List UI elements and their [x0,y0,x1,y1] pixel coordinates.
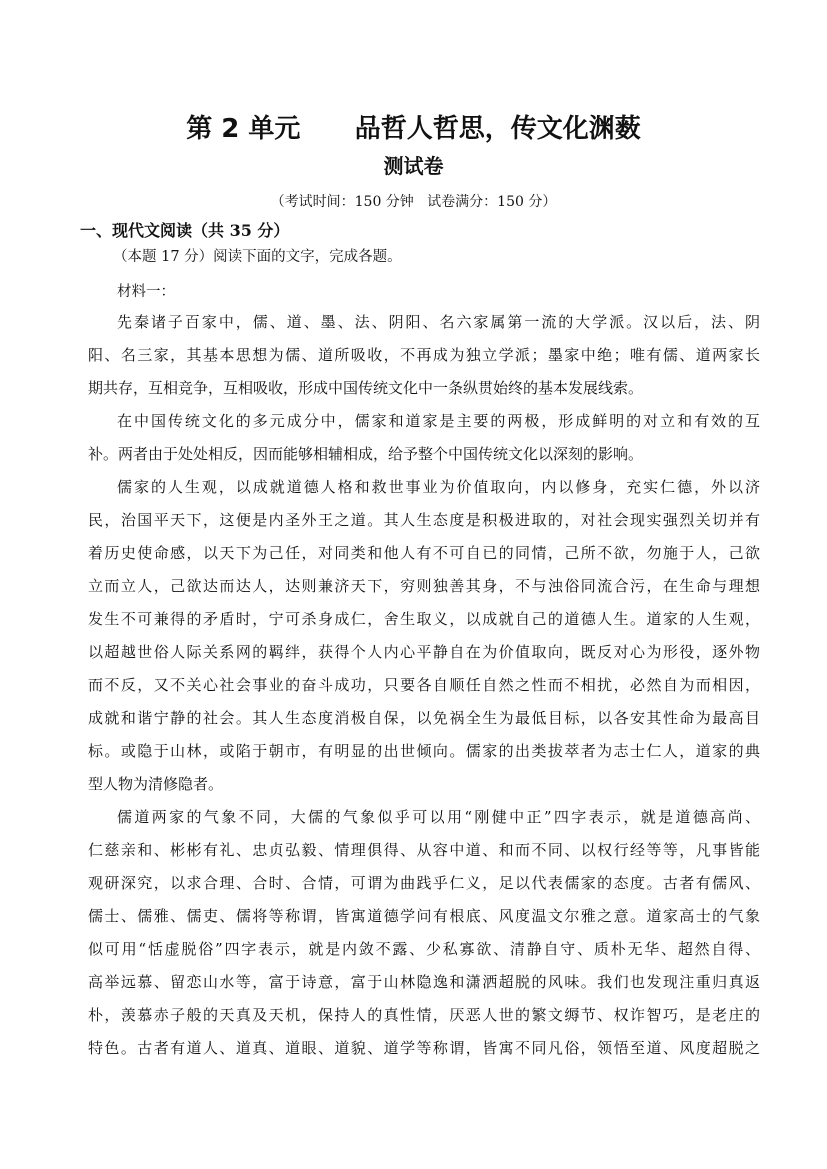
passage-line: 期共存，互相竞争，互相吸收，形成中国传统文化中一条纵贯始终的基本发展线索。 [88,379,644,397]
passage-line: 成就和谐宁静的社会。其人生态度消极自保，以免祸全生为最低目标，以各安其性命为最高目 [88,709,760,727]
passage-line: 而不反，又不关心社会事业的奋斗成功，只要各自顺任自然之性而不相扰，必然自为而相因， [88,676,760,694]
page-subtitle: 测试卷 [383,154,444,178]
exam-info: （考试时间：150 分钟 试卷满分：150 分） [270,194,557,210]
passage-line: 儒家的人生观，以成就道德人格和救世事业为价值取向，内以修身，充实仁德，外以济 [117,478,760,496]
passage-line: 在中国传统文化的多元成分中，儒家和道家是主要的两极，形成鲜明的对立和有效的互 [117,412,760,430]
passage-line: 观研深究，以求合理、合时、合情，可谓为曲践乎仁义，足以代表儒家的态度。古者有儒风、 [88,874,760,892]
passage-line: 民，治国平天下，这便是内圣外王之道。其人生态度是积极进取的，对社会现实强烈关切并有 [88,511,760,529]
passage-line: 儒士、儒雅、儒吏、儒将等称谓，皆寓道德学问有根底、风度温文尔雅之意。道家高士的气象 [88,907,760,925]
passage-line: 高举远慕、留恋山水等，富于诗意，富于山林隐逸和潇洒超脱的风味。我们也发现注重归真返 [88,973,760,991]
passage-line: 立而立人，己欲达而达人，达则兼济天下，穷则独善其身，不与浊俗同流合污，在生命与理想 [88,577,760,595]
passage-line: 标。或隐于山林，或陷于朝市，有明显的出世倾向。儒家的出类拔萃者为志士仁人，道家的典 [88,742,760,760]
page-title: 第 2 单元 品哲人哲思，传文化渊薮 [186,114,641,144]
material-label: 材料一： [117,284,175,300]
passage-line: 儒道两家的气象不同，大儒的气象似乎可以用“刚健中正”四字表示，就是道德高尚、 [117,808,760,826]
passage-line: 特色。古者有道人、道真、道眼、道貌、道学等称谓，皆寓不同凡俗，领悟至道、风度超脱之 [88,1039,760,1057]
passage-line: 发生不可兼得的矛盾时，宁可杀身成仁，舍生取义，以成就自己的道德人生。道家的人生观， [88,610,760,628]
passage-line: 似可用“恬虚脱俗”四字表示，就是内敛不露、少私寡欲、清静自守、质朴无华、超然自得、 [88,940,760,958]
question-instructions: （本题 17 分）阅读下面的文字，完成各题。 [113,249,402,265]
passage-line: 朴，羡慕赤子般的天真及天机，保持人的真性情，厌恶人世的繁文缛节、权诈智巧，是老庄的 [88,1006,760,1024]
passage-line: 以超越世俗人际关系网的羁绊，获得个人内心平静自在为价值取向，既反对心为形役，逐外物 [88,643,760,661]
passage-line: 先秦诸子百家中，儒、道、墨、法、阴阳、名六家属第一流的大学派。汉以后，法、阴 [117,313,760,331]
passage-body [88,311,760,1070]
passage-line: 补。两者由于处处相反，因而能够相辅相成，给予整个中国传统文化以深刻的影响。 [88,445,644,463]
passage-line: 着历史使命感，以天下为己任，对同类和他人有不可自已的同情，己所不欲，勿施于人，己欲 [88,544,760,562]
passage-line: 仁慈亲和、彬彬有礼、忠贞弘毅、情理俱得、从容中道、和而不同、以权行经等等，凡事皆能 [88,841,760,859]
section-heading: 一、现代文阅读（共 35 分） [80,221,290,240]
passage-line: 阳、名三家，其基本思想为儒、道所吸收，不再成为独立学派；墨家中绝；唯有儒、道两家长 [88,346,760,364]
passage-line: 型人物为清修隐者。 [88,775,224,793]
